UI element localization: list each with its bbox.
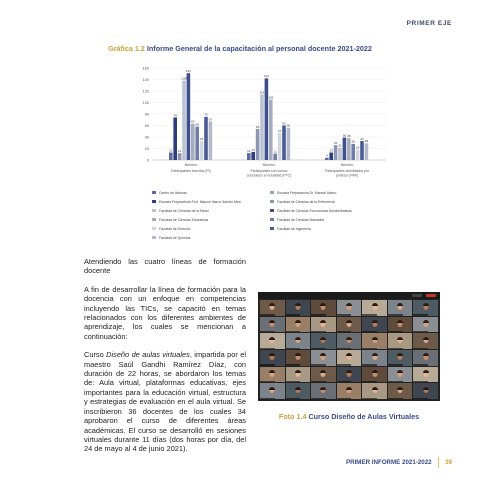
page-number: 39 [445,459,452,466]
bar [265,78,269,160]
legend-label: Escuela Preparatoria Dr. Manuel Alamo [277,190,337,195]
legend-item [152,215,262,224]
data-label: 105 [268,95,274,100]
participant-hair [397,353,403,356]
participant-name-strip [286,314,301,316]
participant-hair [397,320,403,323]
legend-label: Facultad de Ciencias Naturales [277,217,325,222]
participant-tile [286,367,311,383]
participant-tile [286,333,311,349]
participant-name-strip [337,314,352,316]
data-label: 56 [286,123,291,128]
paragraph-course [84,350,246,453]
participant-name-strip [260,398,275,400]
participant-name-strip [286,364,301,366]
legend-swatch [152,227,156,230]
participant-hair [346,320,352,323]
participant-tile [311,300,336,316]
participant-tile [311,367,336,383]
photo-end-button [426,294,436,297]
report-title: PRIMER INFORME 2021-2022 [345,459,432,466]
bar [200,141,204,160]
legend-swatch [152,209,156,212]
bar [273,154,277,160]
figure-title-text: Informe General de la capacitación al personal docente 2021-2022 [146,44,372,53]
participant-name-strip [337,398,352,400]
section-label: PRIMER EJE [406,20,452,27]
bar [356,150,360,160]
bar [251,152,255,160]
participant-hair [295,337,301,340]
participant-hair [372,387,378,390]
participant-name-strip [362,364,377,366]
participant-name-strip [388,348,403,350]
participant-hair [346,370,352,373]
participant-tile [362,300,387,316]
participant-tile [260,350,285,366]
legend-item [152,188,262,197]
data-label: 12 [177,148,182,153]
participant-name-strip [311,398,326,400]
x-category-label: concluidos en totalidad (PTC) [246,173,292,178]
y-tick-label: 20 [144,146,149,151]
participant-name-strip [260,314,275,316]
participant-hair [295,353,301,356]
legend-item [270,206,380,215]
participant-name-strip [260,331,275,333]
participant-tile [260,333,285,349]
participant-name-strip [388,398,403,400]
data-label: 54 [255,124,260,129]
data-label: 33 [199,136,204,141]
course-prefix: Curso [84,350,107,360]
participant-name-strip [413,348,428,350]
legend-column-right [270,188,380,233]
participant-name-strip [260,364,275,366]
participant-tile [413,350,438,366]
left-column [84,257,246,463]
participant-hair [372,303,378,306]
participant-name-strip [286,398,301,400]
bar [191,124,195,160]
x-category-label: Participantes con cursos [250,169,288,173]
participant-name-strip [286,331,301,333]
participant-hair [346,303,352,306]
y-tick-label: 140 [142,77,149,82]
participant-grid [260,300,438,399]
participant-tile [311,317,336,333]
participant-name-strip [413,364,428,366]
data-label: 12 [247,148,251,153]
data-label: 38 [347,133,351,138]
legend-swatch [270,191,274,194]
bar [365,143,369,160]
participant-hair [423,353,429,356]
participant-tile [413,367,438,383]
data-label: 28 [351,139,355,144]
participant-hair [320,370,326,373]
data-label: 151 [185,68,191,73]
participant-name-strip [260,381,275,383]
x-category-label: Participantes acreditados por [325,169,369,173]
participant-tile [286,317,311,333]
legend-label: Escuela Preparatoria Prof. Manuel Ibarra Garrido Mtra [159,199,241,204]
figure-title [0,44,480,53]
bar [173,117,177,160]
participant-tile [362,367,387,383]
participant-tile [286,300,311,316]
participant-hair [320,353,326,356]
participant-hair [397,370,403,373]
legend-swatch [270,200,274,203]
data-label: 13 [329,148,333,153]
legend-label: Facultad de Química [159,235,191,240]
participant-name-strip [362,398,377,400]
photo-caption [258,412,440,421]
participant-hair [295,370,301,373]
participant-hair [423,320,429,323]
bar [278,133,282,160]
bar [204,117,208,160]
data-label: 47 [277,128,282,133]
participant-name-strip [337,348,352,350]
bar [182,81,186,160]
data-label: 33 [360,136,364,141]
bar [287,128,291,160]
bar [334,145,338,160]
legend-item [270,197,380,206]
video-conference-photo [258,292,440,401]
legend-item [152,197,262,206]
bar [256,129,260,160]
photo-number: Foto 1.4 [278,412,307,421]
data-label: 18 [355,145,360,150]
bar [169,153,173,160]
participant-hair [295,303,301,306]
x-category-label: profesor (PAP) [335,173,359,178]
participant-tile [362,333,387,349]
legend-label: Facultad de Ciencias Educativas [159,217,209,222]
y-tick-label: 100 [142,100,149,105]
participant-hair [320,320,326,323]
y-tick-label: 60 [144,123,149,128]
participant-tile [311,333,336,349]
participant-hair [346,387,352,390]
participant-tile [260,300,285,316]
paragraph-training: A fin de desarrollar la línea de formación para la docencia con un enfoque en competencias incluyendo las TICs, se capacitó en temas relacionados con los diferentes ambientes de aprendizaje, los cuales se mencionan a continuación: [84,284,246,341]
legend-label: Facultad de Ciencias Económicas Administrativas [277,208,352,213]
participant-hair [397,387,403,390]
participant-hair [346,337,352,340]
participant-tile [337,300,362,316]
participant-hair [269,320,275,323]
data-label: 4 [325,153,328,158]
legend-label: Facultad de Ciencias de la Salud [159,208,209,213]
participant-hair [269,337,275,340]
participant-hair [320,337,326,340]
participant-name-strip [337,331,352,333]
photo-toolbar [258,292,440,299]
participant-name-strip [311,381,326,383]
participant-hair [372,370,378,373]
y-tick-label: 120 [142,89,149,94]
legend-swatch [270,209,274,212]
data-label: 58 [195,122,199,127]
bar [351,144,355,160]
photo-view-button [412,294,422,297]
participant-hair [269,370,275,373]
participant-name-strip [388,314,403,316]
participant-hair [397,337,403,340]
paragraph-intro: Atendiendo las cuatro líneas de formación docente [84,257,246,276]
participant-hair [397,303,403,306]
group-header-label: Número [262,163,276,167]
participant-hair [269,303,275,306]
x-category-label: Participantes inscritos (PI) [171,169,211,173]
participant-hair [423,370,429,373]
participant-tile [362,383,387,399]
legend-column-left [152,188,262,242]
participant-tile [260,383,285,399]
bar [338,148,342,160]
bar [209,121,213,160]
participant-hair [295,320,301,323]
legend-swatch [270,227,274,230]
participant-name-strip [311,364,326,366]
participant-hair [269,353,275,356]
data-label: 13 [169,148,173,153]
participant-name-strip [413,398,428,400]
participant-tile [362,317,387,333]
legend-item [152,233,262,242]
bar [187,73,191,160]
participant-name-strip [388,381,403,383]
participant-tile [413,317,438,333]
participant-tile [413,300,438,316]
legend-label: Facultad de Ciencias de la Enfermería [277,199,335,204]
legend-item [270,224,380,233]
participant-tile [286,383,311,399]
participant-name-strip [362,314,377,316]
participant-hair [423,303,429,306]
participant-tile [337,350,362,366]
data-label: 75 [204,112,208,117]
legend-swatch [152,191,156,194]
data-label: 26 [333,140,338,145]
participant-hair [320,387,326,390]
data-label: 63 [191,119,195,124]
bar [247,153,251,160]
group-header-label: Número [340,163,354,167]
participant-name-strip [362,331,377,333]
data-label: 29 [364,139,369,144]
participant-hair [320,303,326,306]
bar [269,100,273,160]
participant-name-strip [413,381,428,383]
y-tick-label: 160 [142,66,149,71]
participant-tile [413,383,438,399]
legend-item [152,206,262,215]
participant-name-strip [311,348,326,350]
data-label: 21 [338,143,342,148]
data-label: 74 [173,113,177,118]
legend-item [270,215,380,224]
participant-tile [337,333,362,349]
data-label: 142 [263,74,269,79]
participant-name-strip [362,381,377,383]
bar [343,138,347,160]
participant-hair [346,353,352,356]
bar [360,141,364,160]
participant-name-strip [413,314,428,316]
participant-tile [286,350,311,366]
participant-hair [295,387,301,390]
participant-hair [372,320,378,323]
course-description: , impartida por el maestro Saúl Gandhi Ramírez Díaz, con duración de 22 horas, se abordaron los temas de: Aula virtual, plataformas educativas, ejes importantes para la educación virtual, estructura y estrategias de evaluación en el aula virtual. Se inscribieron 36 docentes de los cuales 34 aprobaron el curso de diferentes áreas académicas. El curso se desarrolló en sesiones virtuales durante 11 días (dos horas por día, del 24 de mayo al 4 de junio 2021). [84,350,246,454]
participant-tile [362,350,387,366]
legend-swatch [152,236,156,239]
participant-name-strip [286,348,301,350]
legend-label: Facultad de Derecho [159,226,191,231]
participant-tile [388,317,413,333]
legend-label: Centro de Idiomas [159,190,187,195]
legend-swatch [270,218,274,221]
chart-svg [132,62,392,192]
data-label: 138 [181,76,187,81]
participant-tile [260,317,285,333]
participant-hair [423,337,429,340]
participant-tile [388,383,413,399]
legend-swatch [152,200,156,203]
legend-swatch [152,218,156,221]
participant-hair [269,387,275,390]
participant-tile [413,333,438,349]
group-header-label: Número [184,163,198,167]
participant-hair [372,353,378,356]
course-name: Diseño de aulas virtuales [106,350,190,360]
participant-tile [388,350,413,366]
participant-tile [337,383,362,399]
legend-item [270,188,380,197]
participant-tile [388,333,413,349]
participant-name-strip [388,364,403,366]
data-label: 14 [251,147,255,152]
participant-tile [260,367,285,383]
bar [347,138,351,160]
participant-tile [337,367,362,383]
legend-label: Facultad de Ingeniería [277,226,311,231]
data-label: 60 [282,121,286,126]
figure-number: Gráfica 1.2 [108,44,145,53]
data-label: 67 [208,117,213,122]
bar [325,158,329,160]
participant-name-strip [388,331,403,333]
participant-hair [372,337,378,340]
participant-tile [311,350,336,366]
participant-name-strip [362,348,377,350]
participant-tile [388,300,413,316]
participant-name-strip [260,348,275,350]
y-tick-label: 0 [146,158,149,163]
y-tick-label: 80 [144,112,149,117]
participant-name-strip [413,331,428,333]
participant-tile [388,367,413,383]
footer-divider [438,457,440,468]
bar [195,127,199,160]
photo-caption-text: Curso Diseño de Aulas Virtuales [308,412,420,421]
y-tick-label: 40 [144,135,149,140]
participant-tile [311,383,336,399]
data-label: 11 [273,149,277,154]
bar [260,94,264,160]
data-label: 39 [342,133,347,138]
data-label: 114 [259,90,265,95]
participant-name-strip [337,364,352,366]
participant-name-strip [311,331,326,333]
participant-hair [423,387,429,390]
bar [329,153,333,160]
participant-name-strip [311,314,326,316]
participant-name-strip [286,381,301,383]
legend-item [152,224,262,233]
page-footer [346,457,452,468]
bar [178,153,182,160]
bar [282,126,286,161]
participant-name-strip [337,381,352,383]
participant-tile [337,317,362,333]
